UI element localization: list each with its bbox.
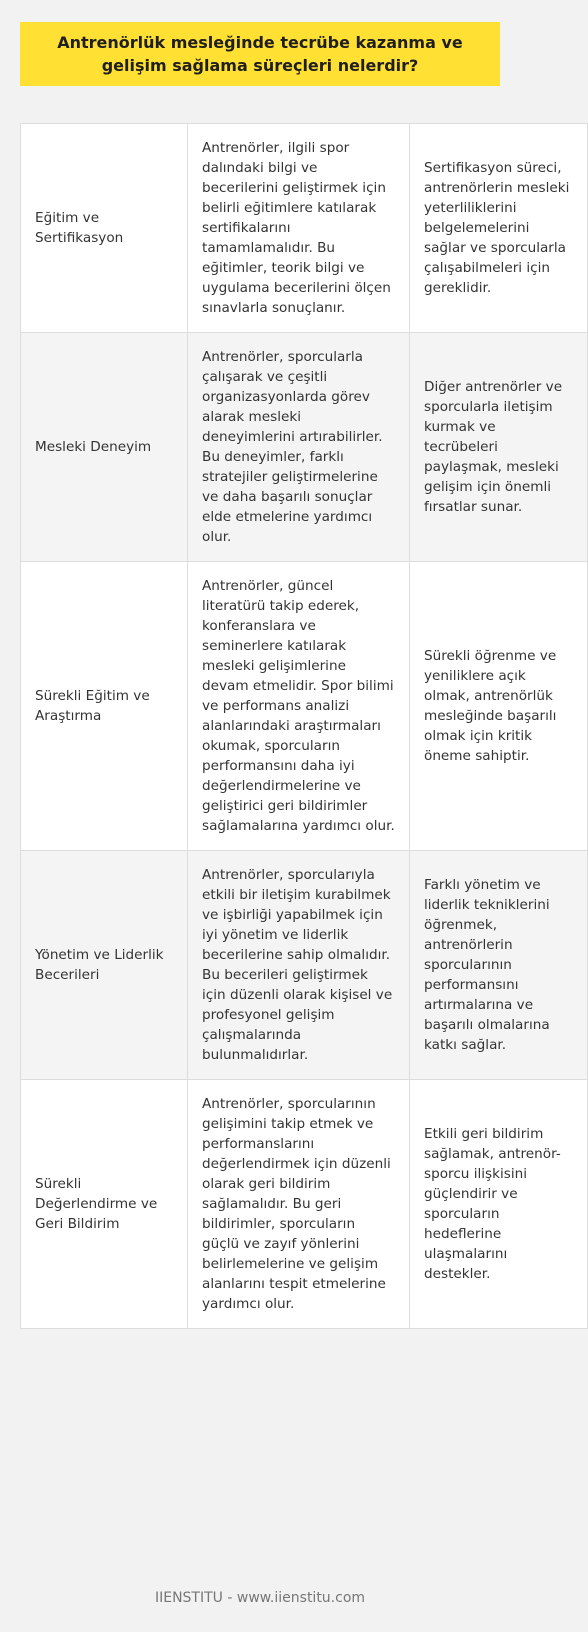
row-description: Antrenörler, sporcularla çalışarak ve çeşitli organizasyonlarda görev alarak mesleki deneyimlerini artırabilirler. Bu deneyimler, farklı stratejiler geliştirmelerine ve daha başarılı sonuçlar elde etmelerine yardımcı olur. bbox=[188, 333, 410, 562]
page-title bbox=[20, 22, 500, 86]
table-row bbox=[21, 851, 588, 1080]
row-description: Antrenörler, sporcularıyla etkili bir iletişim kurabilmek ve işbirliği yapabilmek için iyi yönetim ve liderlik becerilerine sahip olmalıdır. Bu becerileri geliştirmek için düzenli olarak kişisel ve profesyonel gelişim çalışmalarında bulunmalıdırlar. bbox=[188, 851, 410, 1080]
row-benefit: Diğer antrenörler ve sporcularla iletişim kurmak ve tecrübeleri paylaşmak, mesleki gelişim için önemli fırsatlar sunar. bbox=[410, 333, 588, 562]
row-benefit: Sürekli öğrenme ve yeniliklere açık olmak, antrenörlük mesleğinde başarılı olmak için kritik öneme sahiptir. bbox=[410, 562, 588, 851]
row-topic: Eğitim ve Sertifikasyon bbox=[21, 124, 188, 333]
table-row bbox=[21, 333, 588, 562]
row-description: Antrenörler, ilgili spor dalındaki bilgi ve becerilerini geliştirmek için belirli eğitimlere katılarak sertifikalarını tamamlamalıdır. Bu eğitimler, teorik bilgi ve uygulama becerilerini ölçen sınavlarla sonuçlanır. bbox=[188, 124, 410, 333]
footer-credit: IIENSTITU - www.iienstitu.com bbox=[154, 1590, 366, 1606]
row-topic: Sürekli Eğitim ve Araştırma bbox=[21, 562, 188, 851]
table-row bbox=[21, 1080, 588, 1329]
row-benefit: Etkili geri bildirim sağlamak, antrenör-sporcu ilişkisini güçlendirir ve sporcuların hedeflerine ulaşmalarını destekler. bbox=[410, 1080, 588, 1329]
row-description: Antrenörler, güncel literatürü takip ederek, konferanslara ve seminerlere katılarak mesleki gelişimlerine devam etmelidir. Spor bilimi ve performans analizi alanlarındaki araştırmaları okumak, sporcuların performansını daha iyi değerlendirmelerine ve geliştirici geri bildirimler sağlamalarına yardımcı olur. bbox=[188, 562, 410, 851]
row-description: Antrenörler, sporcularının gelişimini takip etmek ve performanslarını değerlendirmek için düzenli olarak geri bildirim sağlamalıdır. Bu geri bildirimler, sporcuların güçlü ve zayıf yönlerini belirlemelerine ve gelişim alanlarını tespit etmelerine yardımcı olur. bbox=[188, 1080, 410, 1329]
table-row bbox=[21, 124, 588, 333]
row-topic: Sürekli Değerlendirme ve Geri Bildirim bbox=[21, 1080, 188, 1329]
row-topic: Yönetim ve Liderlik Becerileri bbox=[21, 851, 188, 1080]
table-row bbox=[21, 562, 588, 851]
info-table bbox=[20, 123, 588, 1329]
page-title-text: Antrenörlük mesleğinde tecrübe kazanma ve gelişim sağlama süreçleri nelerdir? bbox=[57, 33, 463, 75]
row-benefit: Farklı yönetim ve liderlik tekniklerini öğrenmek, antrenörlerin sporcularının performansını artırmalarına ve başarılı olmalarına katkı sağlar. bbox=[410, 851, 588, 1080]
row-benefit: Sertifikasyon süreci, antrenörlerin mesleki yeterliliklerini belgelemelerini sağlar ve sporcularla çalışabilmeleri için gereklidir. bbox=[410, 124, 588, 333]
row-topic: Mesleki Deneyim bbox=[21, 333, 188, 562]
